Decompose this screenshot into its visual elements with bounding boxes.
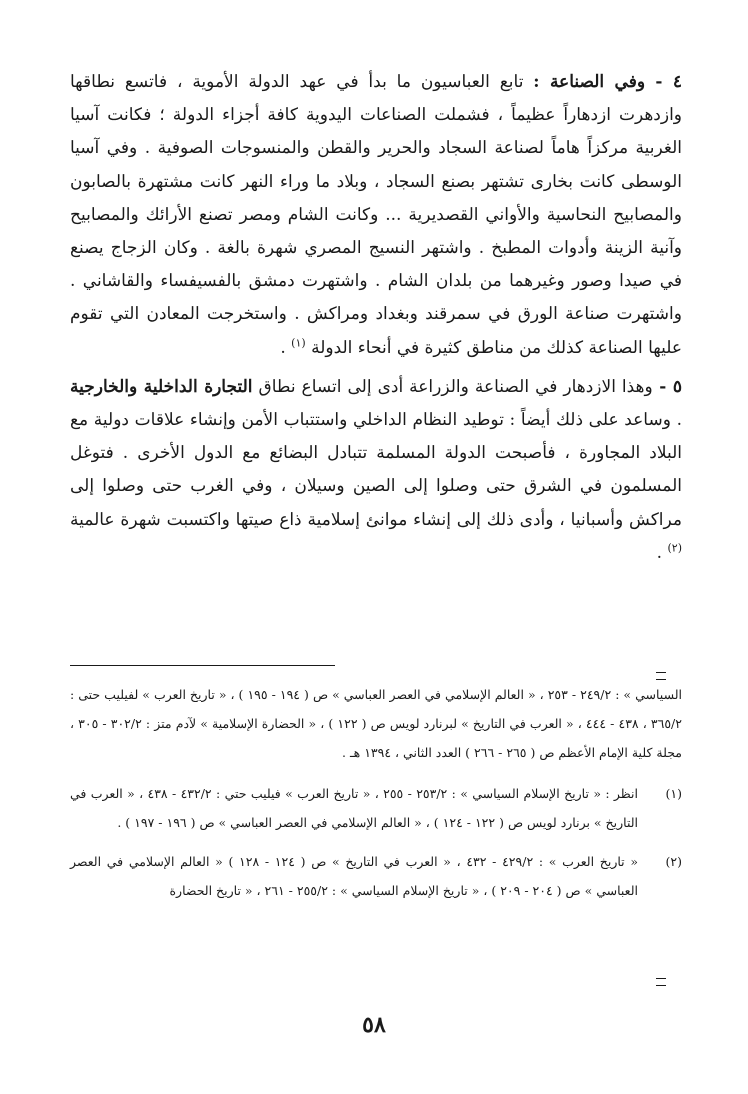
paragraph-trade — [70, 371, 682, 570]
paragraph-body: تابع العباسيون ما بدأ في عهد الدولة الأموية ، فاتسع نطاقها وازدهرت ازدهاراً عظيماً ، فشملت الصناعات اليدوية كافة أجزاء الدولة ؛ فكانت آسيا الغربية مركزاً هاماً لصناعة السجاد والحرير والقطن والمنسوجات الصوفية . وفي آسيا الوسطى كانت بخارى تشتهر بصنع السجاد ، وبلاد ما وراء النهر كانت مشتهرة بالصابون والمصابيح النحاسية والأواني القصديرية ... وكانت الشام ومصر تصنع الأرائك والمصابيح وآنية الزينة وأدوات المطبخ . واشتهر النسيج المصري شهرة بالغة . وكان الزجاج يصنع في صيدا وصور وغيرهما من بلدان الشام . واشتهرت دمشق بالفسيفساء والقاشاني . واشتهرت صناعة الورق في سمرقند وبغداد ومراكش . واستخرجت المعادن التي تقوم عليها الصناعة كذلك من مناطق كثيرة في أنحاء الدولة — [70, 72, 682, 358]
footnote-number: (١) — [665, 786, 682, 801]
footnote-separator — [70, 665, 335, 666]
page-number: ٥٨ — [362, 1012, 386, 1038]
continuation-mark — [656, 672, 666, 680]
paragraph-body: وهذا الازدهار في الصناعة والزراعة أدى إلى اتساع نطاق — [252, 376, 653, 397]
footnote-ref-2[interactable]: (٢) — [667, 541, 682, 555]
keyword-trade: التجارة الداخلية والخارجية — [70, 376, 253, 397]
footnotes — [70, 680, 682, 915]
paragraph-industry — [70, 66, 682, 365]
footnote-ref-1[interactable]: (١) — [291, 335, 306, 349]
main-text — [70, 66, 682, 570]
footnote-2 — [70, 847, 682, 905]
paragraph-body: . وساعد على ذلك أيضاً : توطيد النظام الداخلي واستتباب الأمن وإنشاء علاقات دولية مع البلاد المجاورة ، فأصبحت الدولة المسلمة تتبادل البضائع مع الدول الأخرى . فتوغل المسلمون في الشرق حتى وصلوا إلى الصين وسيلان ، وفي الغرب حتى وصلوا إلى مراكش وأسبانيا ، وأدى ذلك إلى إنشاء موانئ إسلامية ذاع صيتها واكتسبت شهرة عالمية — [70, 410, 682, 530]
footnote-1 — [70, 779, 682, 837]
continuation-mark — [656, 978, 666, 986]
footnote-continuation: السياسي » : ٢٤٩/٢ - ٢٥٣ ، « العالم الإسلامي في العصر العباسي » ص ( ١٩٤ - ١٩٥ ) ، « تاريخ العرب » لفيليب حتى : ٣٦٥/٢ ، ٤٣٨ - ٤٤٤ ، « العرب في التاريخ » لبرنارد لويس ص ( ١٢٢ ) ، « الحضارة الإسلامية » لآدم متز : ٣٠٢/٢ - ٣٠٥ ، مجلة كلية الإمام الأعظم ص ( ٢٦٥ - ٢٦٦ ) العدد الثاني ، ١٣٩٤ هـ . — [70, 687, 683, 760]
footnote-number: (٢) — [665, 854, 682, 869]
section-heading-industry: ٤ - وفي الصناعة : — [533, 72, 682, 92]
paragraph-end: . — [280, 337, 292, 358]
paragraph-end: . — [656, 542, 668, 563]
footnote-text: « تاريخ العرب » : ٤٢٩/٢ - ٤٣٢ ، « العرب في التاريخ » ص ( ١٢٤ - ١٢٨ ) « العالم الإسلامي في العصر العباسي » ص ( ٢٠٤ - ٢٠٩ ) ، « تاريخ الإسلام السياسي » : ٢٥٥/٢ - ٢٦١ ، « تاريخ الحضارة — [70, 854, 638, 898]
section-number-trade: ٥ - — [652, 376, 682, 397]
footnote-text: انظر : « تاريخ الإسلام السياسي » : ٢٥٣/٢ - ٢٥٥ ، « تاريخ العرب » فيليب حتي : ٤٣٢/٢ - ٤٣٨ ، « العرب في التاريخ » برنارد لويس ص ( ١٢٢ - ١٢٤ ) ، « العالم الإسلامي في العصر العباسي » ص ( ١٩٦ - ١٩٧ ) . — [70, 786, 638, 830]
